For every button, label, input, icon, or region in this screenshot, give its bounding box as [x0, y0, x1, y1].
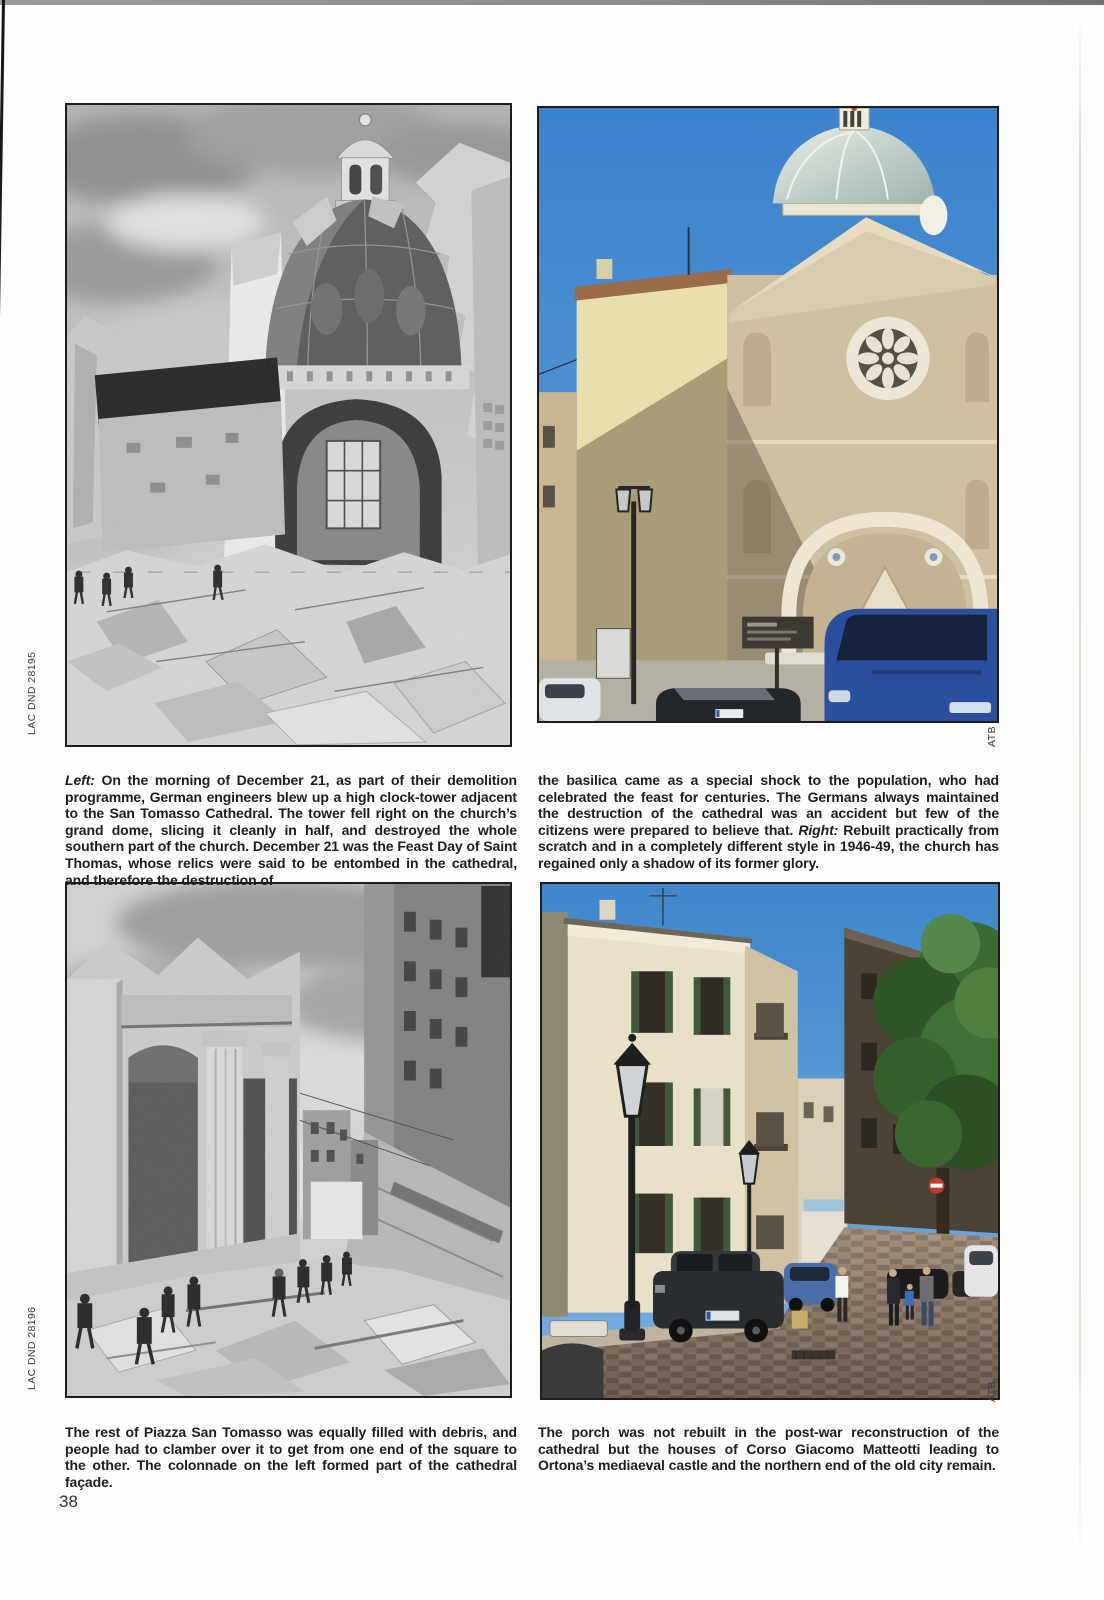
poster-stand	[596, 629, 630, 679]
page-number: 38	[59, 1492, 78, 1511]
photo-corso-matteotti	[540, 882, 1000, 1400]
planter	[542, 1321, 607, 1398]
photo-credit-lac-dnd-28196: LAC DND 28196	[26, 1306, 38, 1390]
white-car-right	[964, 1245, 998, 1297]
scan-edge-top	[0, 0, 1104, 5]
caption-mid-italic: Right:	[798, 821, 839, 838]
white-car	[539, 678, 600, 721]
caption-bottom-left: The rest of Piazza San Tomasso was equally filled with debris, and people had to clamber over it to get from one end of the square to the other. The colonnade on the left formed part of the cathedral façade.	[65, 1424, 517, 1490]
caption-bottom-right: The porch was not rebuilt in the post-war reconstruction of the cathedral but the houses of Corso Giacomo Matteotti leading to Ortona’s mediaeval castle and the northern end of the old city remain.	[538, 1424, 999, 1474]
rose-window	[846, 317, 929, 400]
photo-credit-lac-dnd-28195: LAC DND 28195	[26, 651, 38, 735]
caption-part1: the basilica came as a special shock to the population, who had celebrated the feast for centuries. The Germans always maintained the destruction of the cathedral was an accident but few of the citizens were prepared to believe that.	[538, 772, 999, 838]
dark-sedan	[656, 688, 801, 721]
caption-part2: Rebuilt practically from scratch and in a completely different style in 1946-49, the church has regained only a shadow of its former glory.	[538, 821, 999, 871]
corner-building	[542, 912, 568, 1317]
caption-lead-italic: Left:	[65, 772, 95, 788]
caption-body: On the morning of December 21, as part of their demolition programme, German engineers blew up a high clock-tower adjacent to the San Tomasso Cathedral. The tower fell right on the church’s grand dome, slicing it cleanly in half, and destroyed the whole southern part of the church. December 21 was the Feast Day of Saint Thomas, whose relics were said to be entombed in the cathedral, and therefore the destruction of	[65, 772, 517, 888]
photo-piazza-rubble-1943	[65, 882, 512, 1398]
yellow-bollard	[792, 1311, 808, 1329]
photo-credit-atb-top: ATB	[986, 726, 998, 747]
blue-car	[784, 1263, 838, 1312]
photo-ruined-cathedral-1943	[65, 103, 512, 747]
low-wall	[765, 652, 830, 664]
page-fold-line	[1079, 8, 1081, 1578]
blue-van	[825, 609, 997, 721]
photo-credit-atb-bottom: ATB	[986, 1381, 998, 1402]
no-entry-bar	[931, 1184, 943, 1188]
caption-top-left	[65, 772, 517, 888]
scan-gutter-shadow	[0, 0, 5, 1345]
photo-rebuilt-cathedral	[537, 106, 999, 723]
caption-top-right	[538, 772, 999, 872]
